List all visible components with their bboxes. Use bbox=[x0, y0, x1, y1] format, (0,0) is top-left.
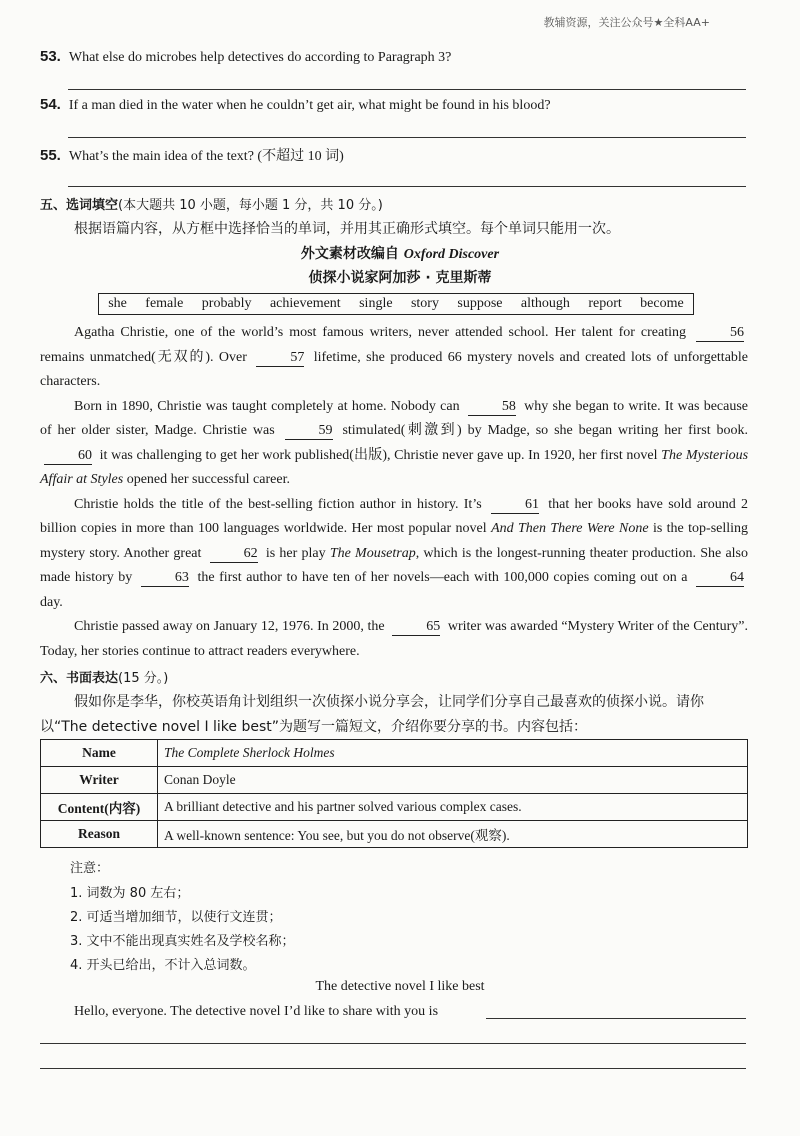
word-bank-item: achievement bbox=[269, 296, 341, 311]
writing-line[interactable] bbox=[40, 1068, 746, 1069]
table-row bbox=[41, 794, 748, 821]
blank-56[interactable]: 56 bbox=[696, 325, 744, 342]
text-run: why she began to write. It was because of her older sister, Madge. Christie was bbox=[40, 398, 749, 438]
word-bank-item: report bbox=[588, 296, 622, 311]
question-text: What else do microbes help detectives do according to Paragraph 3? bbox=[68, 50, 452, 65]
word-bank-item: although bbox=[520, 296, 570, 311]
source-title: Oxford Discover bbox=[403, 247, 500, 262]
question-54 bbox=[40, 96, 551, 114]
word-bank-item: single bbox=[359, 296, 393, 311]
word-bank bbox=[98, 293, 694, 315]
text-run: is her play bbox=[265, 545, 326, 561]
question-number: 53. bbox=[40, 48, 61, 65]
text-run: , which is the longest-running theater production. She also made history by bbox=[40, 545, 749, 585]
question-53 bbox=[40, 48, 451, 66]
text-run: the first author to have ten of her novels—each with 100,000 copies coming out on a bbox=[197, 570, 688, 585]
question-number: 55. bbox=[40, 147, 61, 164]
section-6-heading bbox=[40, 667, 168, 686]
table-value: Conan Doyle bbox=[158, 767, 748, 794]
text-run: it was challenging to get her work published(出版), Christie never gave up. In 1920, her first novel bbox=[99, 447, 658, 463]
answer-line[interactable] bbox=[68, 186, 746, 187]
writing-prompt: 假如你是李华，你校英语角计划组织一次侦探小说分享会，让同学们分享自己最喜欢的侦探小说。请你以“The detective novel I like best”为题写一篇短文，介绍你要分享的书。内容包括： bbox=[40, 694, 704, 735]
blank-59[interactable]: 59 bbox=[285, 423, 333, 440]
text-run: that her books have sold around 2 billion copies in more than 100 languages worldwide. Her most popular novel bbox=[40, 496, 748, 536]
table-key: Writer bbox=[41, 767, 158, 794]
section-note: (15 分。) bbox=[118, 671, 169, 686]
table-value: A brilliant detective and his partner solved various complex cases. bbox=[158, 794, 748, 821]
play-title: The Mousetrap bbox=[329, 545, 416, 561]
text-run: Christie passed away on January 12, 1976. In 2000, the bbox=[74, 619, 385, 634]
text-run: Agatha Christie, one of the world’s most famous writers, never attended school. Her talent for creating bbox=[74, 325, 687, 340]
blank-60[interactable]: 60 bbox=[44, 448, 92, 465]
note-item: 3. 文中不能出现真实姓名及学校名称； bbox=[70, 934, 295, 949]
note-item: 2. 可适当增加细节，以使行文连贯； bbox=[70, 910, 282, 925]
section-note: (本大题共 10 小题，每小题 1 分，共 10 分。) bbox=[118, 198, 383, 213]
table-key: Content(内容) bbox=[41, 794, 158, 821]
question-number: 54. bbox=[40, 96, 61, 113]
table-row bbox=[41, 740, 748, 767]
text-run: stimulated(刺激到) by Madge, so she began writing her first book. bbox=[342, 423, 749, 438]
paragraph-4 bbox=[40, 615, 748, 664]
table-value: A well-known sentence: You see, but you do not observe(观察). bbox=[158, 821, 748, 848]
writing-line[interactable] bbox=[40, 1043, 746, 1044]
watermark-text: 教辅资源，关注公众号★全科AA+ bbox=[543, 16, 710, 29]
section-5-heading bbox=[40, 194, 383, 213]
passage bbox=[40, 321, 748, 664]
note-item: 4. 开头已给出，不计入总词数。 bbox=[70, 958, 256, 973]
word-bank-item: she bbox=[108, 296, 127, 311]
text-run: Christie holds the title of the best-selling fiction author in history. It’s bbox=[74, 496, 482, 512]
table-row bbox=[41, 767, 748, 794]
blank-65[interactable]: 65 bbox=[392, 619, 440, 636]
paragraph-1 bbox=[40, 321, 748, 395]
table-value bbox=[158, 740, 748, 767]
blank-57[interactable]: 57 bbox=[256, 350, 304, 367]
blank-63[interactable]: 63 bbox=[141, 570, 189, 587]
section-title: 五、选词填空 bbox=[40, 198, 119, 213]
text-run: opened her successful career. bbox=[126, 472, 290, 487]
blank-62[interactable]: 62 bbox=[210, 546, 258, 563]
notes-title: 注意： bbox=[70, 861, 110, 876]
essay-title: The detective novel I like best bbox=[315, 979, 485, 994]
blank-61[interactable]: 61 bbox=[491, 497, 539, 514]
passage-subtitle: 侦探小说家阿加莎 · 克里斯蒂 bbox=[308, 270, 492, 286]
text-run: remains unmatched(无双的). Over bbox=[40, 349, 247, 365]
source-line bbox=[0, 243, 800, 263]
word-bank-item: become bbox=[640, 296, 684, 311]
note-item: 1. 词数为 80 左右； bbox=[70, 886, 190, 901]
book-title: The Mysterious Affair at Styles bbox=[40, 447, 749, 487]
text-run: is the top-selling mystery story. Another great bbox=[40, 521, 749, 561]
blank-58[interactable]: 58 bbox=[468, 399, 516, 416]
text-run: writer was awarded “Mystery Writer of the Century”. Today, her stories continue to attract readers everywhere. bbox=[40, 619, 749, 659]
text-run: lifetime, she produced 66 mystery novels and created lots of unforgettable characters. bbox=[40, 349, 749, 389]
word-bank-item: suppose bbox=[457, 296, 503, 311]
essay-opening: Hello, everyone. The detective novel I’d like to share with you is bbox=[74, 1004, 439, 1019]
question-55 bbox=[40, 145, 344, 165]
word-bank-item: probably bbox=[201, 296, 252, 311]
table-key: Reason bbox=[41, 821, 158, 848]
section-title: 六、书面表达 bbox=[40, 671, 119, 686]
writing-line[interactable] bbox=[486, 1018, 746, 1019]
source-prefix: 外文素材改编自 bbox=[300, 246, 404, 262]
table-row bbox=[41, 821, 748, 848]
word-bank-item: story bbox=[410, 296, 439, 311]
book-title: The Complete Sherlock Holmes bbox=[164, 745, 335, 760]
paragraph-3 bbox=[40, 493, 748, 616]
text-run: day. bbox=[40, 594, 63, 610]
word-bank-item: female bbox=[145, 296, 184, 311]
answer-line[interactable] bbox=[68, 89, 746, 90]
content-table bbox=[40, 739, 748, 848]
blank-64[interactable]: 64 bbox=[696, 570, 744, 587]
paragraph-2 bbox=[40, 395, 748, 493]
question-text: If a man died in the water when he couldn’t get air, what might be found in his blood? bbox=[68, 98, 551, 113]
table-key: Name bbox=[41, 740, 158, 767]
question-text: What’s the main idea of the text? (不超过 10 词) bbox=[68, 149, 344, 164]
answer-line[interactable] bbox=[68, 137, 746, 138]
section-5-instruction: 根据语篇内容，从方框中选择恰当的单词，并用其正确形式填空。每个单词只能用一次。 bbox=[74, 221, 620, 237]
text-run: Born in 1890, Christie was taught completely at home. Nobody can bbox=[74, 398, 460, 414]
book-title: And Then There Were None bbox=[491, 521, 649, 536]
